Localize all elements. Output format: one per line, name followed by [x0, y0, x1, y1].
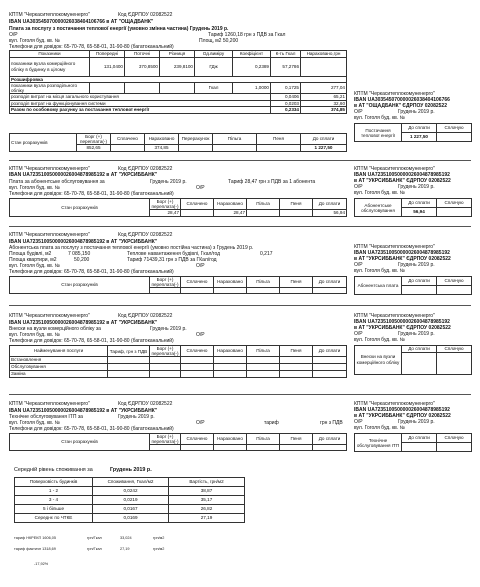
table-header-cell: Пеня — [280, 346, 313, 357]
table-row — [10, 364, 347, 371]
table-header-row — [10, 277, 347, 288]
table-header-cell: Од.виміру — [195, 51, 233, 58]
s2-period: Грудень 2019 р. — [150, 179, 187, 185]
s3-l1a: Площа будівлі, м2 — [9, 251, 52, 257]
table-header-cell: Сплачую — [437, 346, 472, 353]
divider — [9, 305, 471, 306]
table-cell: 0,0242 — [93, 487, 169, 496]
foot-unit: грн/Гкал — [87, 536, 102, 540]
table-header-cell: Попередні — [90, 51, 125, 58]
s3-side-or: О/Р — [354, 262, 363, 268]
table-row — [15, 496, 245, 505]
table-header-cell: Поточні — [125, 51, 160, 58]
table-header-cell: Сплачую — [437, 434, 472, 443]
table-header-cell: До сплати — [402, 434, 437, 443]
foot-unit: грн/Гкал — [87, 547, 102, 551]
payment-input[interactable] — [437, 286, 472, 295]
table-header-cell: Перерахунок — [179, 134, 213, 145]
table-header-cell: Борг (+) переплата(-) — [150, 277, 181, 288]
table-row — [355, 346, 472, 353]
avg-title: Середній рівень споживання за — [14, 467, 93, 473]
s1-side-org: КПТМ "Черкаситеплокомуненерго" — [354, 91, 435, 97]
balance-label: Стан розрахунків — [10, 199, 150, 217]
s5-side-iban: IBAN UA723510050000026004878985192 — [354, 407, 450, 413]
table-header-cell: Поверховість будинків — [15, 478, 93, 487]
s2-side-iban: IBAN UA723510050000026004878985192 — [354, 172, 450, 178]
table-cell: 239,8100 — [160, 57, 195, 76]
s5-side-period: Грудень 2019 р. — [398, 419, 435, 425]
s5-side-or: О/Р — [354, 419, 363, 425]
s3-l1c: Теплове навантаження будівлі, Гкал/год — [127, 251, 221, 257]
s3-code: Код ЄДРПОУ 02082522 — [118, 232, 173, 238]
s2-phones: Телефони для довідок: 65-70-78, 65-58-01, 31-90-80 (багатоканальний) — [9, 191, 174, 197]
table-row — [10, 57, 347, 76]
table-row — [10, 83, 347, 94]
table-header-cell: Пільга — [213, 134, 257, 145]
s1-code: Код ЄДРПОУ 02082522 — [118, 12, 173, 18]
table-header-cell: Пільга — [247, 434, 280, 445]
table-cell — [257, 145, 301, 152]
table-header-cell: Коефіцієнт — [233, 51, 271, 58]
s5-tariff-unit: грн з ПДВ — [320, 420, 343, 426]
s5-address: вул. Гоголя буд. кв. № — [9, 420, 60, 426]
s3-address: вул. Гоголя буд. кв. № — [9, 263, 60, 269]
s5-title: Технічне обслуговування ІТП за — [9, 414, 83, 420]
table-cell: 28,47 — [214, 210, 247, 217]
table-header-cell: До сплати — [313, 346, 347, 357]
table-header-cell: Борг (+) переплата(-) — [150, 434, 181, 445]
s1-phones: Телефони для довідок: 65-70-78, 65-58-01, 31-90-80 (багатоканальний) — [9, 44, 174, 50]
table-header-cell: Пеня — [257, 134, 301, 145]
table-cell: 131,0400 — [90, 57, 125, 76]
divider — [9, 160, 471, 161]
table-cell: 0,0203 — [271, 100, 301, 107]
table-cell: 0,0406 — [271, 94, 301, 101]
table-header-cell: До сплати — [402, 199, 437, 208]
table-header-row — [10, 134, 347, 145]
s2-or: О/Р — [196, 185, 205, 191]
s4-period: Грудень 2019 р. — [150, 326, 187, 332]
avg-period: Грудень 2019 р. — [110, 467, 152, 473]
s4-side-period: Грудень 2019 р. — [398, 331, 435, 337]
table-cell: 56,94 — [313, 210, 347, 217]
foot-unit: грн/м2 — [153, 547, 165, 551]
table-cell: Разом по особовому рахунку за постачання теплової енергії — [10, 107, 271, 114]
table-cell: 38,87 — [169, 487, 245, 496]
table-cell — [301, 57, 347, 76]
s1-org: КПТМ "Черкаситеплокомуненерго" — [9, 12, 90, 18]
table-row — [15, 505, 245, 514]
table-cell: показники вузла комерційного обліку в будинку в цілому — [10, 57, 90, 76]
s3-side-period: Грудень 2019 р. — [398, 262, 435, 268]
table-cell: 1,0000 — [233, 83, 271, 94]
table-cell: Заміна — [10, 371, 108, 378]
table-header-cell: До сплати — [313, 277, 347, 288]
table-header-cell: До сплати — [313, 434, 347, 445]
s3-l2c: Тариф 71439,31 грн з ПДВ за ГКал/год — [127, 257, 217, 263]
s4-side-bank: в АТ "УКРСИББАНК" ЄДРПОУ 02082522 — [354, 325, 451, 331]
table-header-cell: Нараховано — [214, 434, 247, 445]
table-header-cell: Сплачено — [181, 199, 214, 210]
table-header-cell: До сплати — [301, 134, 347, 145]
table-cell: 0,0169 — [93, 514, 169, 523]
table-cell — [214, 288, 247, 294]
balance-label: Стан розрахунків — [10, 434, 150, 451]
s4-phones: Телефони для довідок: 65-70-78, 65-58-01, 31-90-80 (багатоканальний) — [9, 338, 174, 344]
table-cell: 277,04 — [301, 83, 347, 94]
s3-balance-table — [9, 276, 347, 294]
table-cell: Абонентське обслуговування — [355, 199, 402, 217]
s2-side-address: вул. Гоголя буд. кв. № — [354, 190, 405, 196]
s2-tariff: Тариф 28,47 грн з ПДВ за 1 абонента — [228, 179, 316, 185]
table-header-row — [15, 478, 245, 487]
s4-side-address: вул. Гоголя буд. кв. № — [354, 337, 405, 343]
table-cell — [125, 83, 160, 94]
s4-side-org: КПТМ "Черкаситеплокомуненерго" — [354, 313, 435, 319]
s2-side-or: О/Р — [354, 184, 363, 190]
foot-difference: -17,92% — [34, 562, 49, 566]
balance-label: Стан розрахунків — [10, 134, 77, 152]
table-header-row — [10, 199, 347, 210]
s1-side-table — [354, 123, 472, 142]
s4-iban: IBAN UA723510050000026004878985192 в АТ "УКРСИББАНК" — [9, 320, 158, 326]
side-amount: 56,94 — [402, 208, 437, 217]
s3-iban: IBAN UA723510050000026004878985192 в АТ "УКРСИББАНК" — [9, 239, 158, 245]
table-cell: 3 - 4 — [15, 496, 93, 505]
table-row — [355, 277, 472, 286]
s2-code: Код ЄДРПОУ 02082522 — [118, 166, 173, 172]
s3-l2b: 50,200 — [74, 257, 90, 263]
table-cell: Середнє по ЧТКЕ — [15, 514, 93, 523]
table-row — [15, 514, 245, 523]
table-header-row — [10, 434, 347, 445]
s5-side-org: КПТМ "Черкаситеплокомуненерго" — [354, 401, 435, 407]
table-header-cell: Нараховано — [214, 346, 247, 357]
table-cell: Постачання теплової енергії — [355, 124, 402, 142]
table-header-row — [10, 346, 347, 357]
table-cell — [150, 288, 181, 294]
s3-title: Абонентська плата за послугу з постачання теплової енергії (умовно постійна частина) з Грудень 2019 р. — [9, 245, 254, 251]
table-cell: 28,47 — [150, 210, 181, 217]
table-header-cell: Борг (+) переплата(-) — [77, 134, 111, 145]
table-cell — [313, 288, 347, 294]
table-cell — [90, 83, 125, 94]
table-cell: Абонентська плата — [355, 277, 402, 295]
table-cell: 1 - 2 — [15, 487, 93, 496]
s2-side-org: КПТМ "Черкаситеплокомуненерго" — [354, 166, 435, 172]
s3-side-table — [354, 276, 472, 295]
table-cell: 32,60 — [301, 100, 347, 107]
s1-side-or: О/Р — [354, 109, 363, 115]
s2-side-period: Грудень 2019 р. — [398, 184, 435, 190]
s2-org: КПТМ "Черкаситеплокомуненерго" — [9, 166, 90, 172]
s5-period: Грудень 2019 р. — [118, 414, 155, 420]
table-header-cell: Різниця — [160, 51, 195, 58]
table-header-cell: Сплачую — [437, 277, 472, 286]
table-header-cell: Сплачую — [437, 199, 472, 208]
table-cell: 0,0219 — [93, 496, 169, 505]
divider — [9, 226, 471, 227]
side-amount: 1 227,50 — [402, 133, 437, 142]
s1-address: вул. Гоголя буд. кв. № — [9, 38, 60, 44]
table-cell — [160, 83, 195, 94]
foot-value: 27,19 — [120, 547, 130, 551]
table-cell: 852,65 — [77, 145, 111, 152]
s4-address: вул. Гоголя буд. кв. № — [9, 332, 60, 338]
table-header-cell: К-ть Гкал — [271, 51, 301, 58]
s1-area: Площ, м2 50,200 — [199, 38, 239, 44]
table-cell: 0,1725 — [271, 83, 301, 94]
table-cell — [181, 288, 214, 294]
table-cell — [179, 145, 213, 152]
table-header-cell: Пільга — [247, 199, 280, 210]
table-header-cell: Нараховано — [214, 199, 247, 210]
table-header-cell: Пільга — [247, 277, 280, 288]
table-cell — [280, 210, 313, 217]
table-cell: 0,0167 — [93, 505, 169, 514]
table-cell: 0,2334 — [271, 107, 301, 114]
table-cell: 26,82 — [169, 505, 245, 514]
table-header-cell: Сплачую — [437, 124, 472, 133]
s5-balance-table — [9, 433, 347, 451]
s4-side-iban: IBAN UA723510050000026004878985192 — [354, 319, 450, 325]
table-header-cell: Сплачено — [181, 277, 214, 288]
s4-org: КПТМ "Черкаситеплокомуненерго" — [9, 313, 90, 319]
payment-input[interactable] — [437, 352, 472, 374]
table-cell — [181, 210, 214, 217]
table-cell: Обслуговування — [10, 364, 108, 371]
s2-iban: IBAN UA723510050000026004878985192 в АТ "УКРСИББАНК" — [9, 172, 158, 178]
table-cell: Гкал — [195, 83, 233, 94]
table-header-cell: До сплати — [313, 199, 347, 210]
divider — [9, 394, 471, 395]
table-header-cell: До сплати — [402, 277, 437, 286]
s4-title: Внески на вузли комерційного обліку за — [9, 326, 101, 332]
payment-input[interactable] — [437, 133, 472, 142]
s4-or: О/Р — [196, 332, 205, 338]
table-cell — [247, 288, 280, 294]
foot-unit: грн/м2 — [153, 536, 165, 540]
table-header-cell: До сплати — [402, 346, 437, 353]
table-cell — [280, 288, 313, 294]
s3-org: КПТМ "Черкаситеплокомуненерго" — [9, 232, 90, 238]
s1-title: Плата за послугу з постачання теплової енергії (умовно змінна частина) Грудень 2019 р. — [9, 26, 229, 32]
table-header-cell: До сплати — [402, 124, 437, 133]
payment-input[interactable] — [437, 443, 472, 452]
s5-side-address: вул. Гоголя буд. кв. № — [354, 425, 405, 431]
table-cell — [213, 145, 257, 152]
table-header-cell: Борг (+) переплата(-) — [150, 346, 181, 357]
s4-side-table — [354, 345, 472, 375]
table-header-cell: Сплачено — [181, 434, 214, 445]
table-header-cell: Нараховано — [214, 277, 247, 288]
table-header-cell: Пеня — [280, 199, 313, 210]
foot-value: 33,024 — [120, 536, 132, 540]
table-header-cell: Споживання, Гкал/м2 — [93, 478, 169, 487]
table-header-cell: Нараховано — [145, 134, 179, 145]
table-cell — [111, 145, 145, 152]
table-header-cell: Сплачено — [111, 134, 145, 145]
table-header-cell: Пеня — [280, 277, 313, 288]
table-row — [355, 124, 472, 133]
s1-side-address: вул. Гоголя буд. кв. № — [354, 115, 405, 121]
foot-tariff-actual: тариф фактичн 1318,69 — [14, 547, 56, 551]
s3-side-iban: IBAN UA723510050000026004878985192 — [354, 250, 450, 256]
table-row — [10, 371, 347, 378]
table-cell: 374,85 — [301, 107, 347, 114]
s1-side-period: Грудень 2019 р. — [398, 109, 435, 115]
side-amount — [402, 286, 437, 295]
s5-tariff: тариф — [264, 420, 279, 426]
table-cell: 57,2786 — [271, 57, 301, 76]
table-row — [355, 434, 472, 443]
table-header-cell: Борг (+) переплата(-) — [150, 199, 181, 210]
table-cell: 370,8500 — [125, 57, 160, 76]
s2-side-table — [354, 198, 472, 217]
s3-side-bank: в АТ "УКРСИББАНК" ЄДРПОУ 02082522 — [354, 256, 451, 262]
s5-side-table — [354, 433, 472, 452]
table-header-cell: Пільга — [247, 346, 280, 357]
s5-side-bank: в АТ "УКРСИББАНК" ЄДРПОУ 02082522 — [354, 413, 451, 419]
s3-phones: Телефони для довідок: 65-70-78, 65-58-01, 31-90-80 (багатоканальний) — [9, 269, 174, 275]
s1-balance-table — [9, 133, 347, 152]
s1-or: О/Р — [9, 32, 18, 38]
s3-side-org: КПТМ "Черкаситеплокомуненерго" — [354, 244, 435, 250]
table-header-cell: Вартість, грн/м2 — [169, 478, 245, 487]
table-cell — [247, 210, 280, 217]
s4-code: Код ЄДРПОУ 02082522 — [118, 313, 173, 319]
s2-balance-table — [9, 198, 347, 217]
table-cell: розподіл витрат на місця загального користування — [10, 94, 271, 101]
s3-l1b: 7 085,150 — [68, 251, 91, 257]
table-cell: 1 227,50 — [301, 145, 347, 152]
table-header-cell: Показники — [10, 51, 90, 58]
table-header-cell: Тариф, грн з ПДВ — [108, 346, 150, 357]
s2-address: вул. Гоголя буд. кв. № — [9, 185, 60, 191]
foot-tariff-regulated: тариф НКРЕКП 1606,05 — [14, 536, 56, 540]
s2-title: Плата за абонентське обслуговування за — [9, 179, 105, 185]
table-cell: 374,85 — [145, 145, 179, 152]
s5-code: Код ЄДРПОУ 02082522 — [118, 401, 173, 407]
s5-iban: IBAN UA723510050000026004878985192 в АТ "УКРСИББАНК" — [9, 408, 158, 414]
s1-readings-table — [9, 50, 347, 114]
s4-services-table — [9, 345, 347, 378]
s1-tariff: Тариф 1260,18 грн з ПДВ за Гкал — [208, 32, 286, 38]
table-row — [355, 199, 472, 208]
table-cell: Внески на вузли комерційного обліку — [355, 346, 402, 375]
table-header-cell: Найменування послуги — [10, 346, 108, 357]
avg-table — [14, 477, 245, 523]
table-header-cell: Сплачено — [181, 346, 214, 357]
s3-l2a: Площа квартири, м2 — [9, 257, 57, 263]
s5-or: О/Р — [196, 420, 205, 426]
payment-input[interactable] — [437, 208, 472, 217]
s1-iban: IBAN UA303545070000026038404106766 в АТ "ОЩАДБАНК" — [9, 19, 154, 25]
table-cell: Технічне обслуговування ІТП — [355, 434, 402, 452]
table-row — [15, 487, 245, 496]
side-amount — [402, 352, 437, 374]
side-amount — [402, 443, 437, 452]
s5-org: КПТМ "Черкаситеплокомуненерго" — [9, 401, 90, 407]
table-cell: ГДж — [195, 57, 233, 76]
table-cell: розподіл витрат на функціонування системи — [10, 100, 271, 107]
s1-side-iban: IBAN UA303545070000026038404106766 — [354, 97, 450, 103]
s3-side-address: вул. Гоголя буд. кв. № — [354, 268, 405, 274]
breakdown-label: Розшифровка — [10, 76, 347, 83]
table-cell: показники вузла розподільного обліку — [10, 83, 90, 94]
table-cell: 5 і більше — [15, 505, 93, 514]
s3-l1d: 0,217 — [260, 251, 273, 257]
table-cell: Встановлення — [10, 357, 108, 364]
table-cell: 27,19 — [169, 514, 245, 523]
table-row — [10, 357, 347, 364]
table-cell: 35,17 — [169, 496, 245, 505]
s3-or: О/Р — [196, 263, 205, 269]
balance-label: Стан розрахунків — [10, 277, 150, 294]
s5-phones: Телефони для довідок: 65-70-78, 65-58-01, 31-90-80 (багатоканальний) — [9, 426, 174, 432]
table-header-cell: Нараховано,грн — [301, 51, 347, 58]
s4-side-or: О/Р — [354, 331, 363, 337]
s1-side-bank: в АТ "ОЩАДБАНК" ЄДРПОУ 02082522 — [354, 103, 447, 109]
s2-side-bank: в АТ "УКРСИББАНК" ЄДРПОУ 02082522 — [354, 178, 451, 184]
table-row — [10, 107, 347, 114]
table-cell: 0,2389 — [233, 57, 271, 76]
table-header-cell: Пеня — [280, 434, 313, 445]
table-cell: 65,21 — [301, 94, 347, 101]
